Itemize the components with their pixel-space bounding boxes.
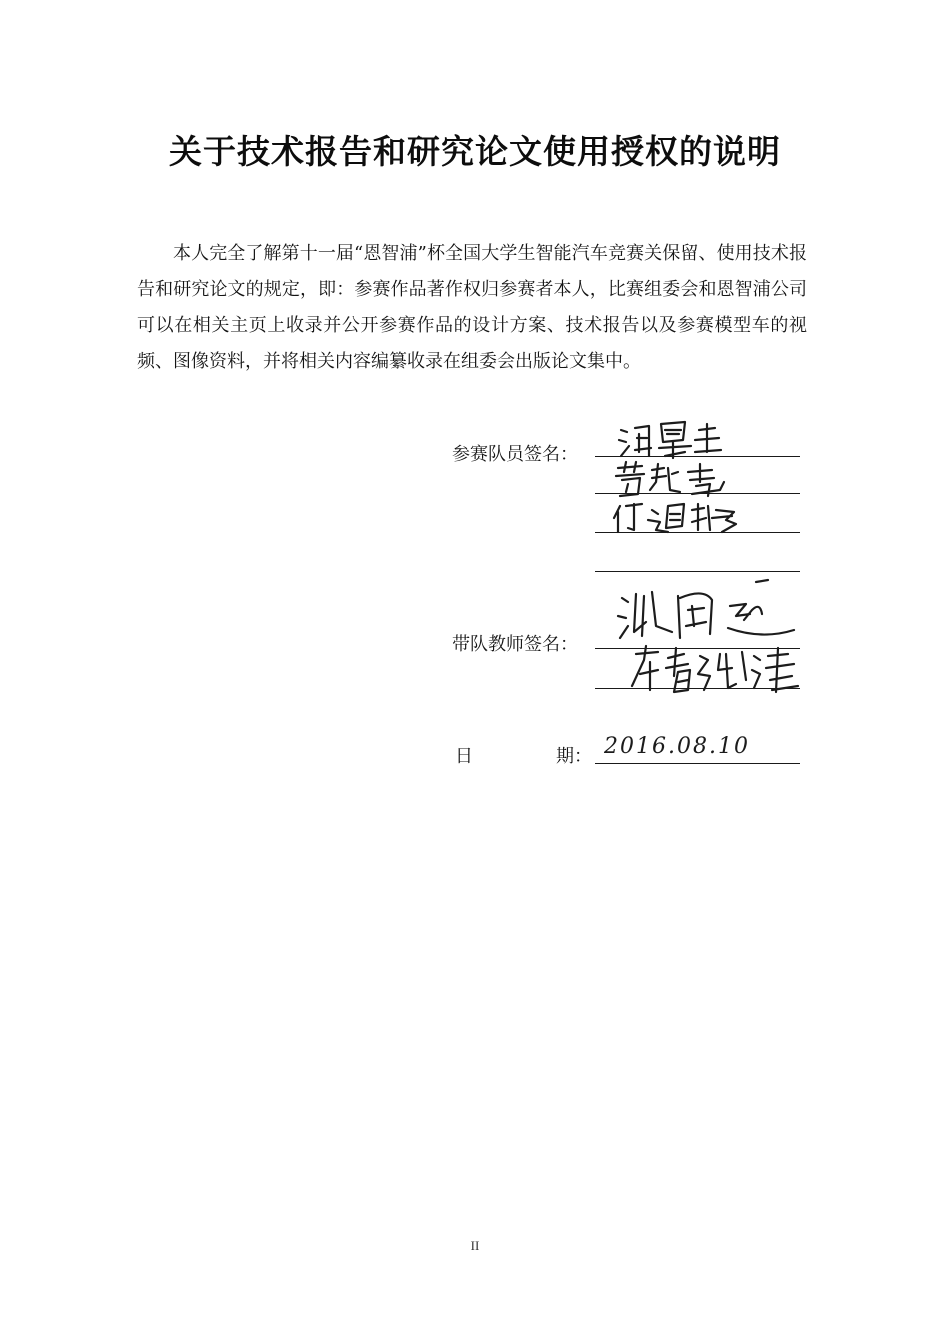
team-member-signature-3 (612, 500, 742, 536)
document-title: 关于技术报告和研究论文使用授权的说明 (169, 132, 781, 171)
date-label-first: 日 (455, 746, 473, 767)
team-member-signature-1 (615, 416, 725, 462)
team-signature-line-4 (595, 571, 800, 572)
page-number: II (470, 1238, 480, 1253)
team-signature-label: 参赛队员签名： (452, 444, 578, 465)
handwritten-date: 2016.08.10 (604, 734, 750, 759)
advisor-signature-2 (628, 640, 804, 700)
date-line (595, 763, 800, 764)
advisor-signature-label: 带队教师签名： (452, 634, 578, 655)
team-member-signature-2 (612, 460, 732, 500)
date-label-second: 期： (556, 746, 592, 767)
authorization-paragraph: 本人完全了解第十一届“恩智浦”杯全国大学生智能汽车竞赛关保留、使用技术报告和研究论文的规定，即：参赛作品著作权归参赛者本人，比赛组委会和恩智浦公司可以在相关主页上收录并公开参赛作品的设计方案、技术报告以及参赛模型车的视频、图像资料，并将相关内容编纂收录在组委会出版论文集中。 (137, 243, 807, 372)
